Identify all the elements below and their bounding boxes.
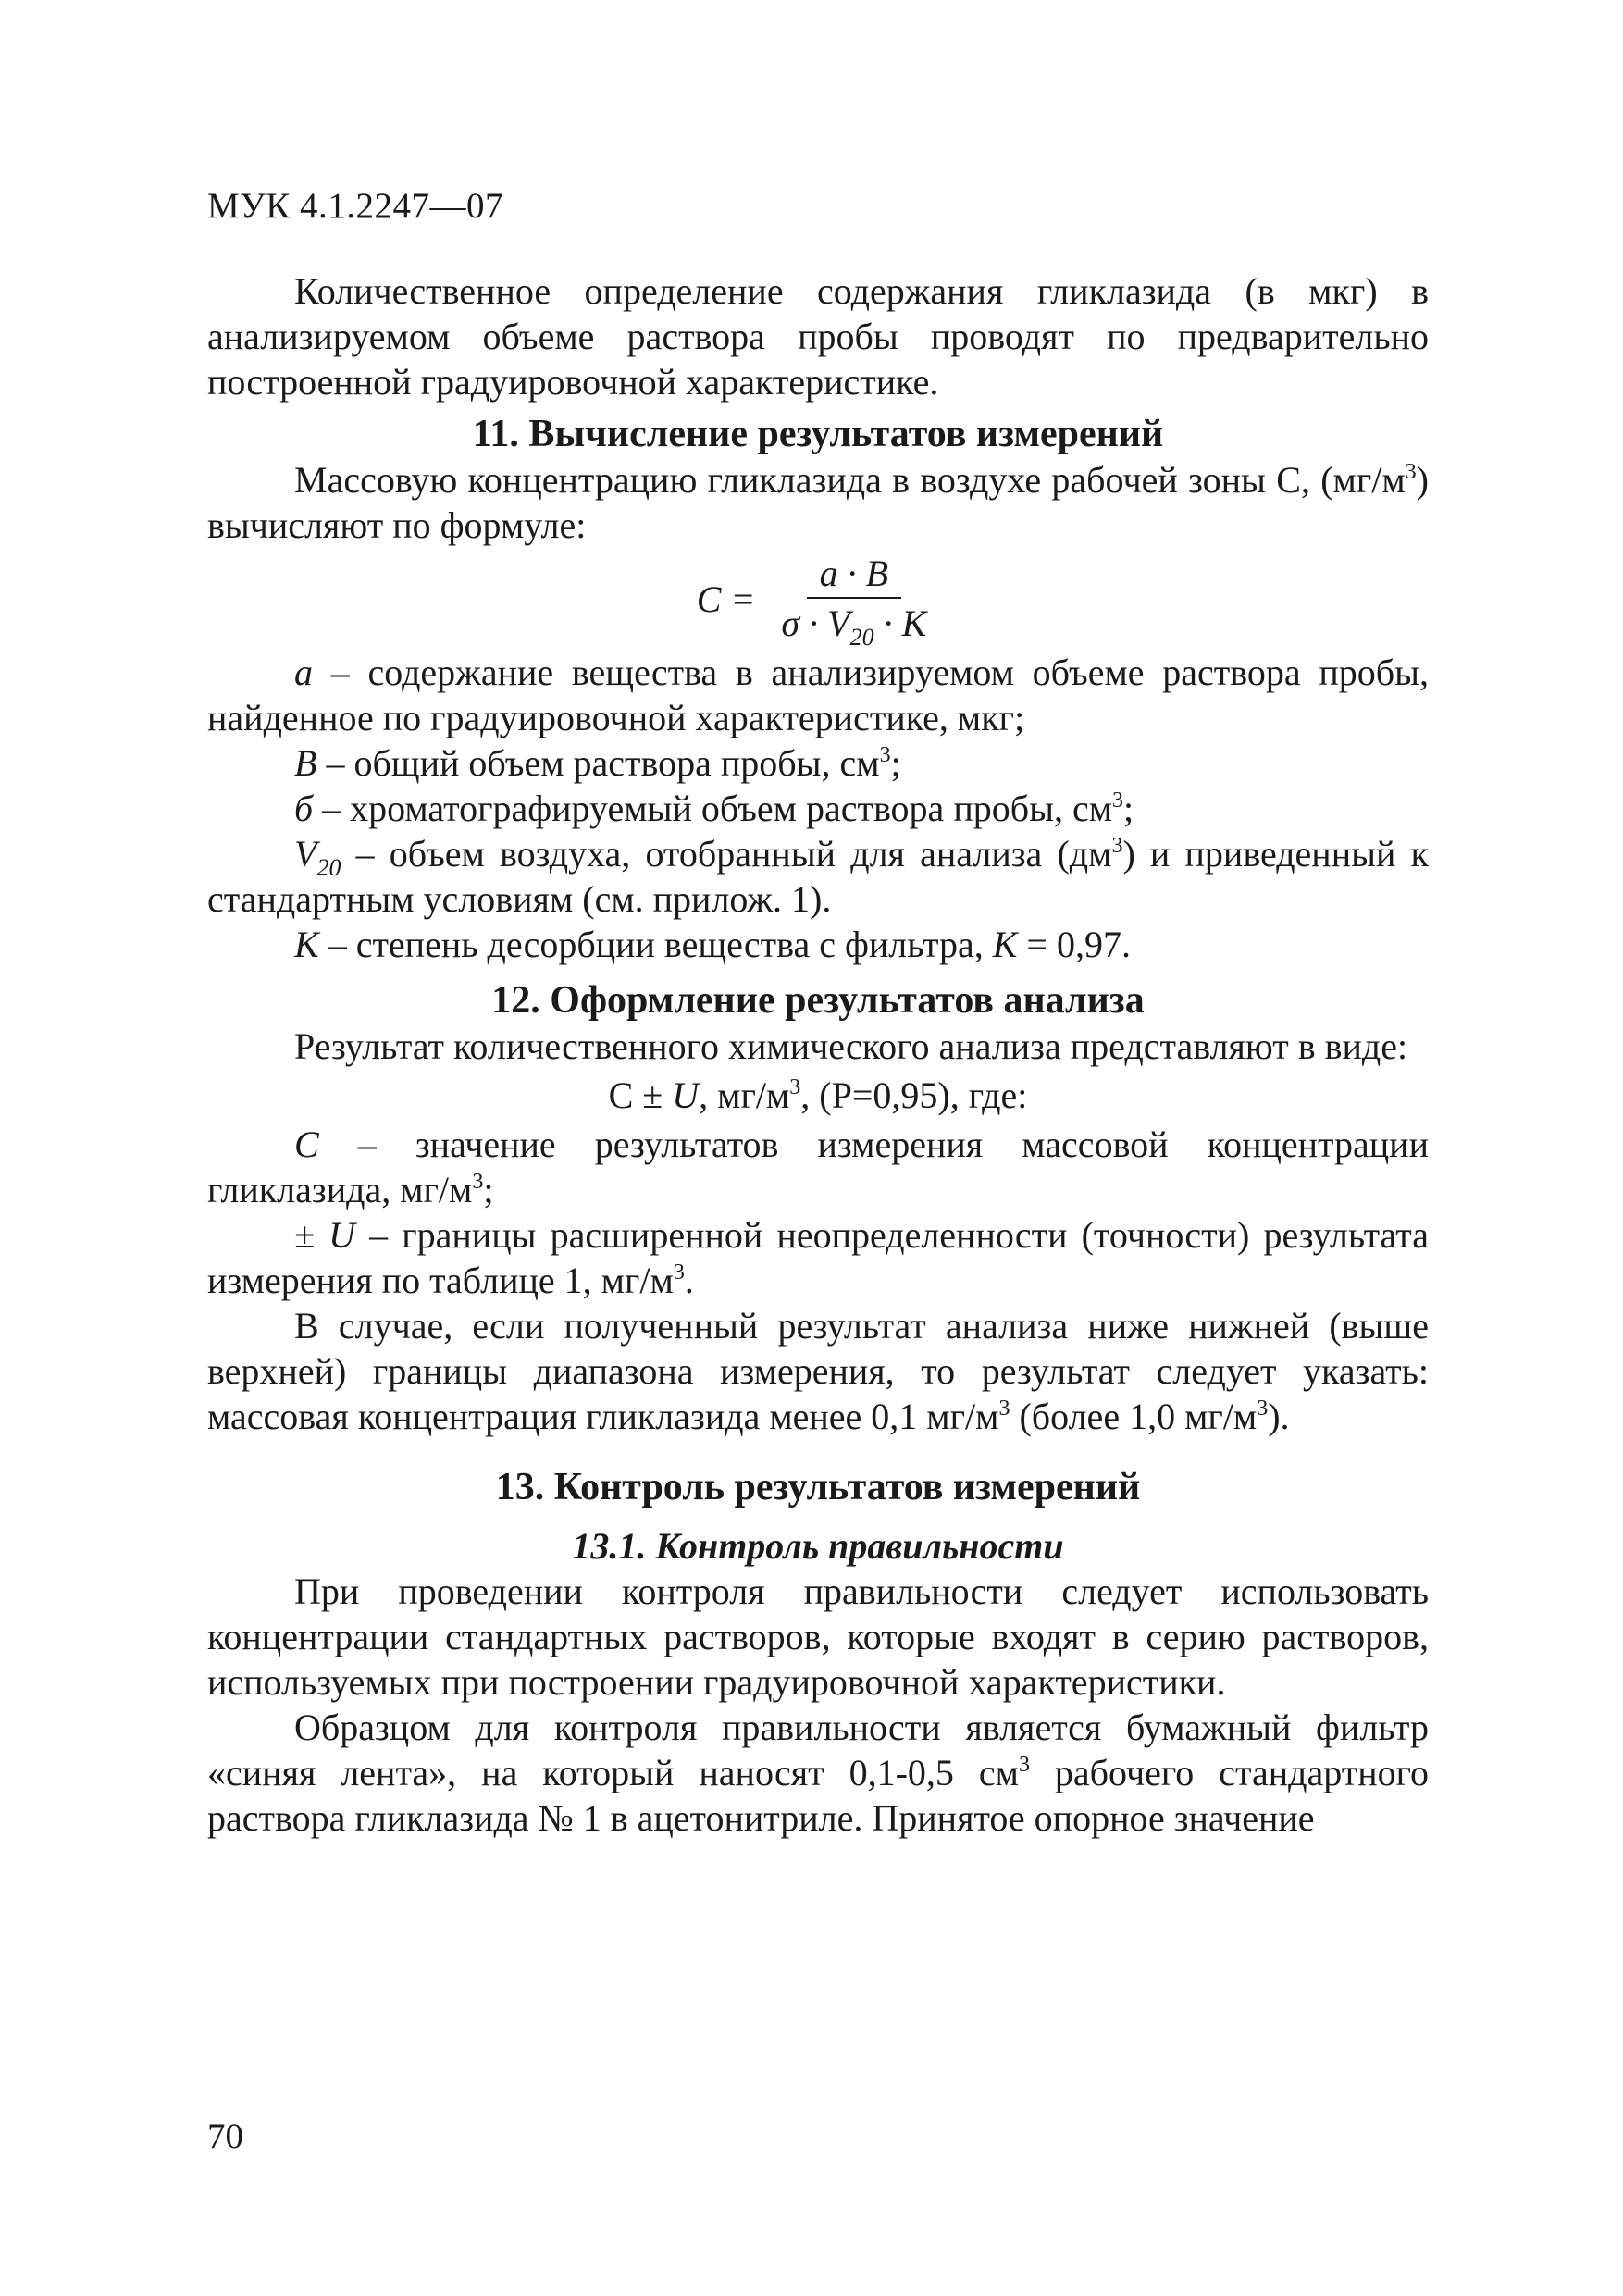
formula-fraction (768, 552, 939, 651)
section-13-1-subtitle: 13.1. Контроль правильности (572, 1525, 1064, 1567)
definition-b-upper: B – общий объем раствора пробы, $см^3$; (294, 742, 901, 784)
concentration-formula (207, 548, 1429, 650)
intro-paragraph: Количественное определение содержания гликлазида (в мкг) в анализируемом объеме раствора пробы проводят по предварительно построенной градуировочной характеристике. (207, 270, 1429, 403)
definition-a: a – содержание вещества в анализируемом объеме раствора пробы, найденное по градуировочной характеристике, мкг; (207, 652, 1429, 738)
page-body (207, 268, 1429, 1841)
section-12-title: 12. Оформление результатов анализа (491, 979, 1145, 1022)
formula-lhs: C = (696, 577, 756, 620)
section-13-title: 13. Контроль результатов измерений (495, 1466, 1141, 1508)
page-number: 70 (207, 2116, 243, 2156)
formula-numerator: a · B (807, 552, 901, 599)
section-13-paragraph-1: При проведении контроля правильности следует использовать концентрации стандартных растворов, которые входят в серию растворов, используемых при построении градуировочной характеристики. (207, 1570, 1429, 1703)
definition-v20: $V_{20}$ – объем воздуха, отобранный для анализа $(дм^3)$ и приведенный к стандартным условиям (см. прилож. 1). (207, 833, 1429, 920)
section-12-lead: Результат количественного химического анализа представляют в виде: (294, 1025, 1408, 1067)
definition-k: K – степень десорбции вещества с фильтра, K = 0,97. (294, 924, 1131, 965)
section-11-title: 11. Вычисление результатов измерений (472, 413, 1164, 455)
formula-denominator: $\sigma \cdot V_{20} \cdot K$ (781, 602, 927, 651)
section-11-lead: Массовую концентрацию гликлазида в воздухе рабочей зоны С, $(мг/м^3)$ вычисляют по формуле: (207, 459, 1429, 546)
definition-u: ± U – границы расширенной неопределенности (точности) результата измерения по таблице 1, $мг/м^3$. (207, 1214, 1429, 1301)
definition-c: С – значение результатов измерения массовой концентрации гликлазида, $мг/м^3$; (207, 1123, 1429, 1210)
range-note: В случае, если полученный результат анализа ниже нижней (выше верхней) границы диапазона измерения, то результат следует указать: массовая концентрация гликлазида менее 0,1 $мг/м^3$ (более 1,0 $мг/м^3$). (207, 1305, 1429, 1437)
result-expression: С ± U, $мг/м^3$, (Р=0,95), где: (608, 1074, 1028, 1116)
section-13-paragraph-2: Образцом для контроля правильности является бумажный фильтр «синяя лента», на который наносят 0,1-0,5 $см^3$ рабочего стандартного раствора гликлазида № 1 в ацетонитриле. Принятое опорное значение (207, 1706, 1430, 1839)
document-code: МУК 4.1.2247—07 (207, 186, 504, 226)
definition-b-lower: б – хроматографируемый объем раствора пробы, $см^3$; (294, 788, 1134, 829)
